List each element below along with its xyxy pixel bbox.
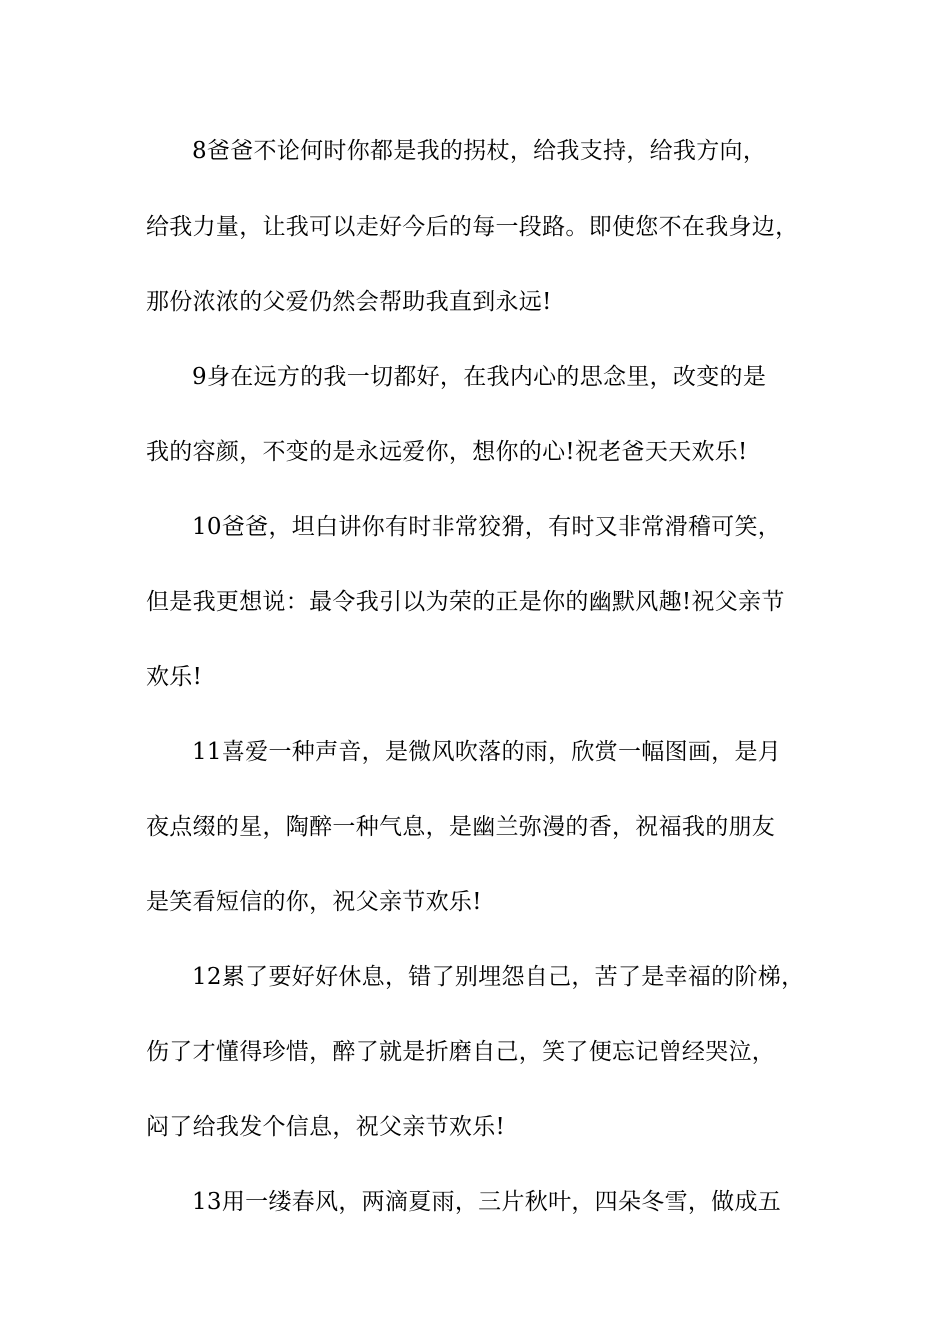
paragraph-9-line-1: 9身在远方的我一切都好，在我内心的思念里，改变的是 bbox=[192, 364, 767, 390]
paragraph-10-line-2: 但是我更想说：最令我引以为荣的正是你的幽默风趣!祝父亲节 bbox=[146, 589, 785, 615]
paragraph-12-line-1: 12累了要好好休息，错了别埋怨自己，苦了是幸福的阶梯， bbox=[192, 964, 805, 990]
paragraph-8-line-1: 8爸爸不论何时你都是我的拐杖，给我支持，给我方向， bbox=[192, 138, 767, 164]
paragraph-11-line-3: 是笑看短信的你，祝父亲节欢乐! bbox=[146, 889, 482, 915]
paragraph-11-line-2: 夜点缀的星，陶醉一种气息，是幽兰弥漫的香，祝福我的朋友 bbox=[146, 814, 776, 840]
paragraph-13-line-1: 13用一缕春风，两滴夏雨，三片秋叶，四朵冬雪，做成五 bbox=[192, 1189, 782, 1215]
paragraph-8-line-2: 给我力量，让我可以走好今后的每一段路。即使您不在我身边， bbox=[146, 214, 799, 240]
paragraph-8-line-3: 那份浓浓的父爱仍然会帮助我直到永远! bbox=[146, 289, 552, 315]
paragraph-10-line-3: 欢乐! bbox=[146, 664, 203, 690]
paragraph-10-line-1: 10爸爸，坦白讲你有时非常狡猾，有时又非常滑稽可笑， bbox=[192, 514, 782, 540]
paragraph-9-line-2: 我的容颜，不变的是永远爱你，想你的心!祝老爸天天欢乐! bbox=[146, 439, 748, 465]
paragraph-12-line-3: 闷了给我发个信息，祝父亲节欢乐! bbox=[146, 1114, 506, 1140]
paragraph-11-line-1: 11喜爱一种声音，是微风吹落的雨，欣赏一幅图画，是月 bbox=[192, 739, 782, 765]
paragraph-12-line-2: 伤了才懂得珍惜，醉了就是折磨自己，笑了便忘记曾经哭泣， bbox=[146, 1039, 776, 1065]
